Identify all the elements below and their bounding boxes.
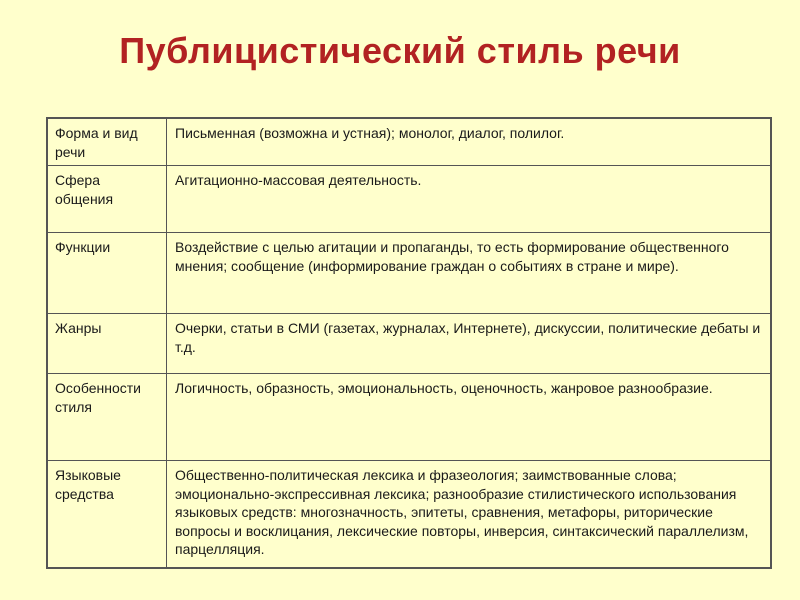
table-row — [47, 166, 771, 233]
row-value-functions: Воздействие с целью агитации и пропаганды, то есть формирование общественного мнения; сообщение (информирование граждан о событиях в стране и мире). — [167, 233, 772, 314]
style-characteristics-table — [46, 117, 772, 569]
row-label-genres: Жанры — [47, 314, 167, 374]
row-label-functions: Функции — [47, 233, 167, 314]
row-label-sphere: Сфера общения — [47, 166, 167, 233]
row-value-language-means: Общественно-политическая лексика и фразеология; заимствованные слова; эмоционально-экспрессивная лексика; разнообразие стилистического использования языковых средств: многозначность, эпитеты, сравнения, метафоры, риторические вопросы и восклицания, лексические повторы, инверсия, синтаксический параллелизм, парцелляция. — [167, 461, 772, 569]
table-row — [47, 233, 771, 314]
table-row — [47, 461, 771, 569]
row-label-form: Форма и вид речи — [47, 118, 167, 166]
row-value-genres: Очерки, статьи в СМИ (газетах, журналах, Интернете), дискуссии, политические дебаты и т.д. — [167, 314, 772, 374]
table-row — [47, 374, 771, 461]
table-row — [47, 314, 771, 374]
row-value-features: Логичность, образность, эмоциональность, оценочность, жанровое разнообразие. — [167, 374, 772, 461]
slide-title: Публицистический стиль речи — [119, 30, 681, 71]
row-label-features: Особенности стиля — [47, 374, 167, 461]
table-row — [47, 118, 771, 166]
row-value-sphere: Агитационно-массовая деятельность. — [167, 166, 772, 233]
row-value-form: Письменная (возможна и устная); монолог, диалог, полилог. — [167, 118, 772, 166]
row-label-language-means: Языковые средства — [47, 461, 167, 569]
